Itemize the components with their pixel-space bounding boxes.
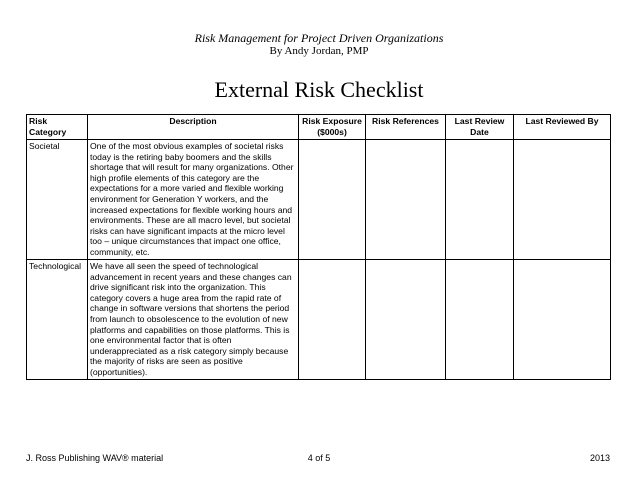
description-cell: We have all seen the speed of technological advancement in recent years and these changes can drive significant risk into the organization. This category covers a huge area from the rapid rate of change in software versions that shortens the period from launch to obsolescence to the evolution of new platforms and capabilities on those platforms. This is one environmental factor that is often underappreciated as a risk category simply because the majority of risks are seen as positive (opportunities). xyxy=(88,260,299,380)
risk-checklist-table xyxy=(26,114,611,380)
column-header-last-review-date: Last Review Date xyxy=(446,115,514,140)
last-reviewed-by-cell[interactable] xyxy=(514,140,611,260)
risk-references-cell[interactable] xyxy=(366,260,446,380)
last-review-date-cell[interactable] xyxy=(446,140,514,260)
risk-category-cell: Technological xyxy=(27,260,88,380)
table-row xyxy=(27,140,611,260)
column-header-risk-references: Risk References xyxy=(366,115,446,140)
page-title: External Risk Checklist xyxy=(214,77,424,102)
description-cell: One of the most obvious examples of societal risks today is the retiring baby boomers and the skills shortage that will result for many organizations. Other high profile elements of this category are the expectations for a more varied and flexible working environment for Generation Y workers, and the increased expectations for flexible working hours and environments. These are all macro level, but societal risks can have significant impacts at the micro level too – unique circumstances that impact one office, community, etc. xyxy=(88,140,299,260)
risk-exposure-cell[interactable] xyxy=(299,140,366,260)
risk-references-cell[interactable] xyxy=(366,140,446,260)
table-row xyxy=(27,260,611,380)
table-header-row xyxy=(27,115,611,140)
column-header-risk-category: Risk Category xyxy=(27,115,88,140)
footer-page-number: 4 of 5 xyxy=(307,453,331,463)
risk-category-cell: Societal xyxy=(27,140,88,260)
column-header-last-reviewed-by: Last Reviewed By xyxy=(514,115,611,140)
book-title: Risk Management for Project Driven Organizations xyxy=(194,31,444,45)
last-review-date-cell[interactable] xyxy=(446,260,514,380)
column-header-description: Description xyxy=(88,115,299,140)
last-reviewed-by-cell[interactable] xyxy=(514,260,611,380)
column-header-risk-exposure: Risk Exposure ($000s) xyxy=(299,115,366,140)
author-line: By Andy Jordan, PMP xyxy=(269,45,369,57)
footer-publisher: J. Ross Publishing WAV® material xyxy=(26,453,164,463)
footer-year: 2013 xyxy=(589,453,610,463)
risk-exposure-cell[interactable] xyxy=(299,260,366,380)
